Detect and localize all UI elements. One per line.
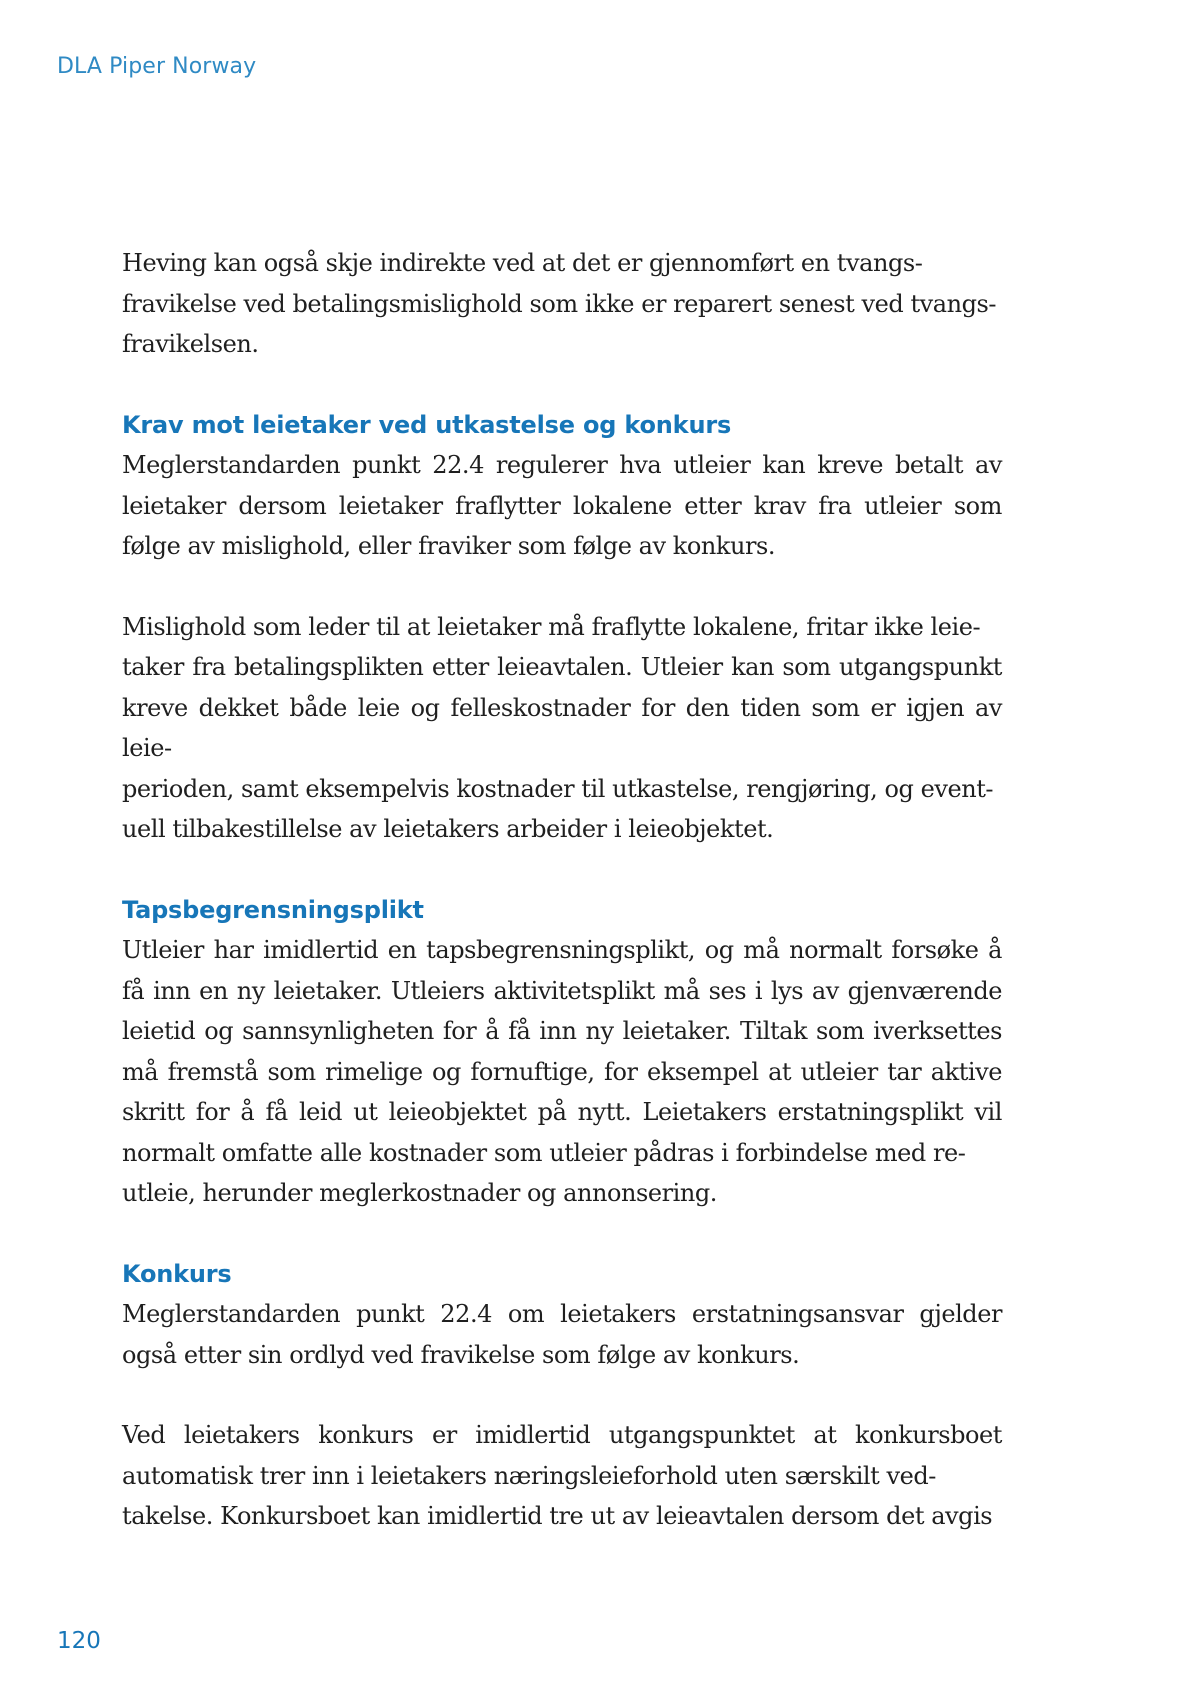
paragraph-konkurs-ordlyd: Meglerstandarden punkt 22.4 om leietakers erstatningsansvar gjelder også etter sin ordlyd ved fravikelse som følge av konkurs. (122, 1300, 1002, 1369)
section-heading-krav: Krav mot leietaker ved utkastelse og konkurs (122, 410, 732, 439)
section-heading-konkurs: Konkurs (122, 1259, 232, 1288)
section-heading-tapsbegrensningsplikt: Tapsbegrensningsplikt (122, 895, 424, 924)
running-header: DLA Piper Norway (57, 54, 257, 79)
paragraph-meglerstandarden: Meglerstandarden punkt 22.4 regulerer hva utleier kan kreve betalt av leietaker dersom leietaker fraflytter lokalene etter krav fra utleier som følge av mislighold, eller fraviker som følge av konkurs. (122, 451, 1002, 560)
page-number: 120 (57, 1628, 101, 1654)
paragraph-konkursbo: Ved leietakers konkurs er imidlertid utgangspunktet at konkursboet automatisk trer inn i leietakers næringsleieforhold uten særskilt ved- takelse. Konkursboet kan imidlertid tre ut av leieavtalen dersom det avgis (122, 1421, 1002, 1530)
paragraph-mislighold: Mislighold som leder til at leietaker må fraflytte lokalene, fritar ikke leie- taker fra betalingsplikten etter leieavtalen. Utleier kan som utgangspunkt kreve dekket både leie og felleskostnader for den tiden som er igjen av leie- perioden, samt eksempelvis kostnader til utkastelse, rengjøring, og event- uell tilbakestillelse av leietakers arbeider i leieobjektet. (122, 612, 1002, 843)
main-content (122, 243, 1002, 1537)
paragraph-heving: Heving kan også skje indirekte ved at det er gjennomført en tvangs- fravikelse ved betalingsmislighold som ikke er reparert senest ved tvangs- fravikelsen. (122, 249, 997, 358)
paragraph-tapsbegrensning: Utleier har imidlertid en tapsbegrensningsplikt, og må normalt forsøke å få inn en ny leietaker. Utleiers aktivitetsplikt må ses i lys av gjenværende leietid og sannsynligheten for å få inn ny leietaker. Tiltak som iverksettes må fremstå som rimelige og fornuftige, for eksempel at utleier tar aktive skritt for å få leid ut leieobjektet på nytt. Leietakers erstatningsplikt vil normalt omfatte alle kostnader som utleier pådras i forbindelse med re- utleie, herunder meglerkostnader og annonsering. (122, 936, 1002, 1207)
